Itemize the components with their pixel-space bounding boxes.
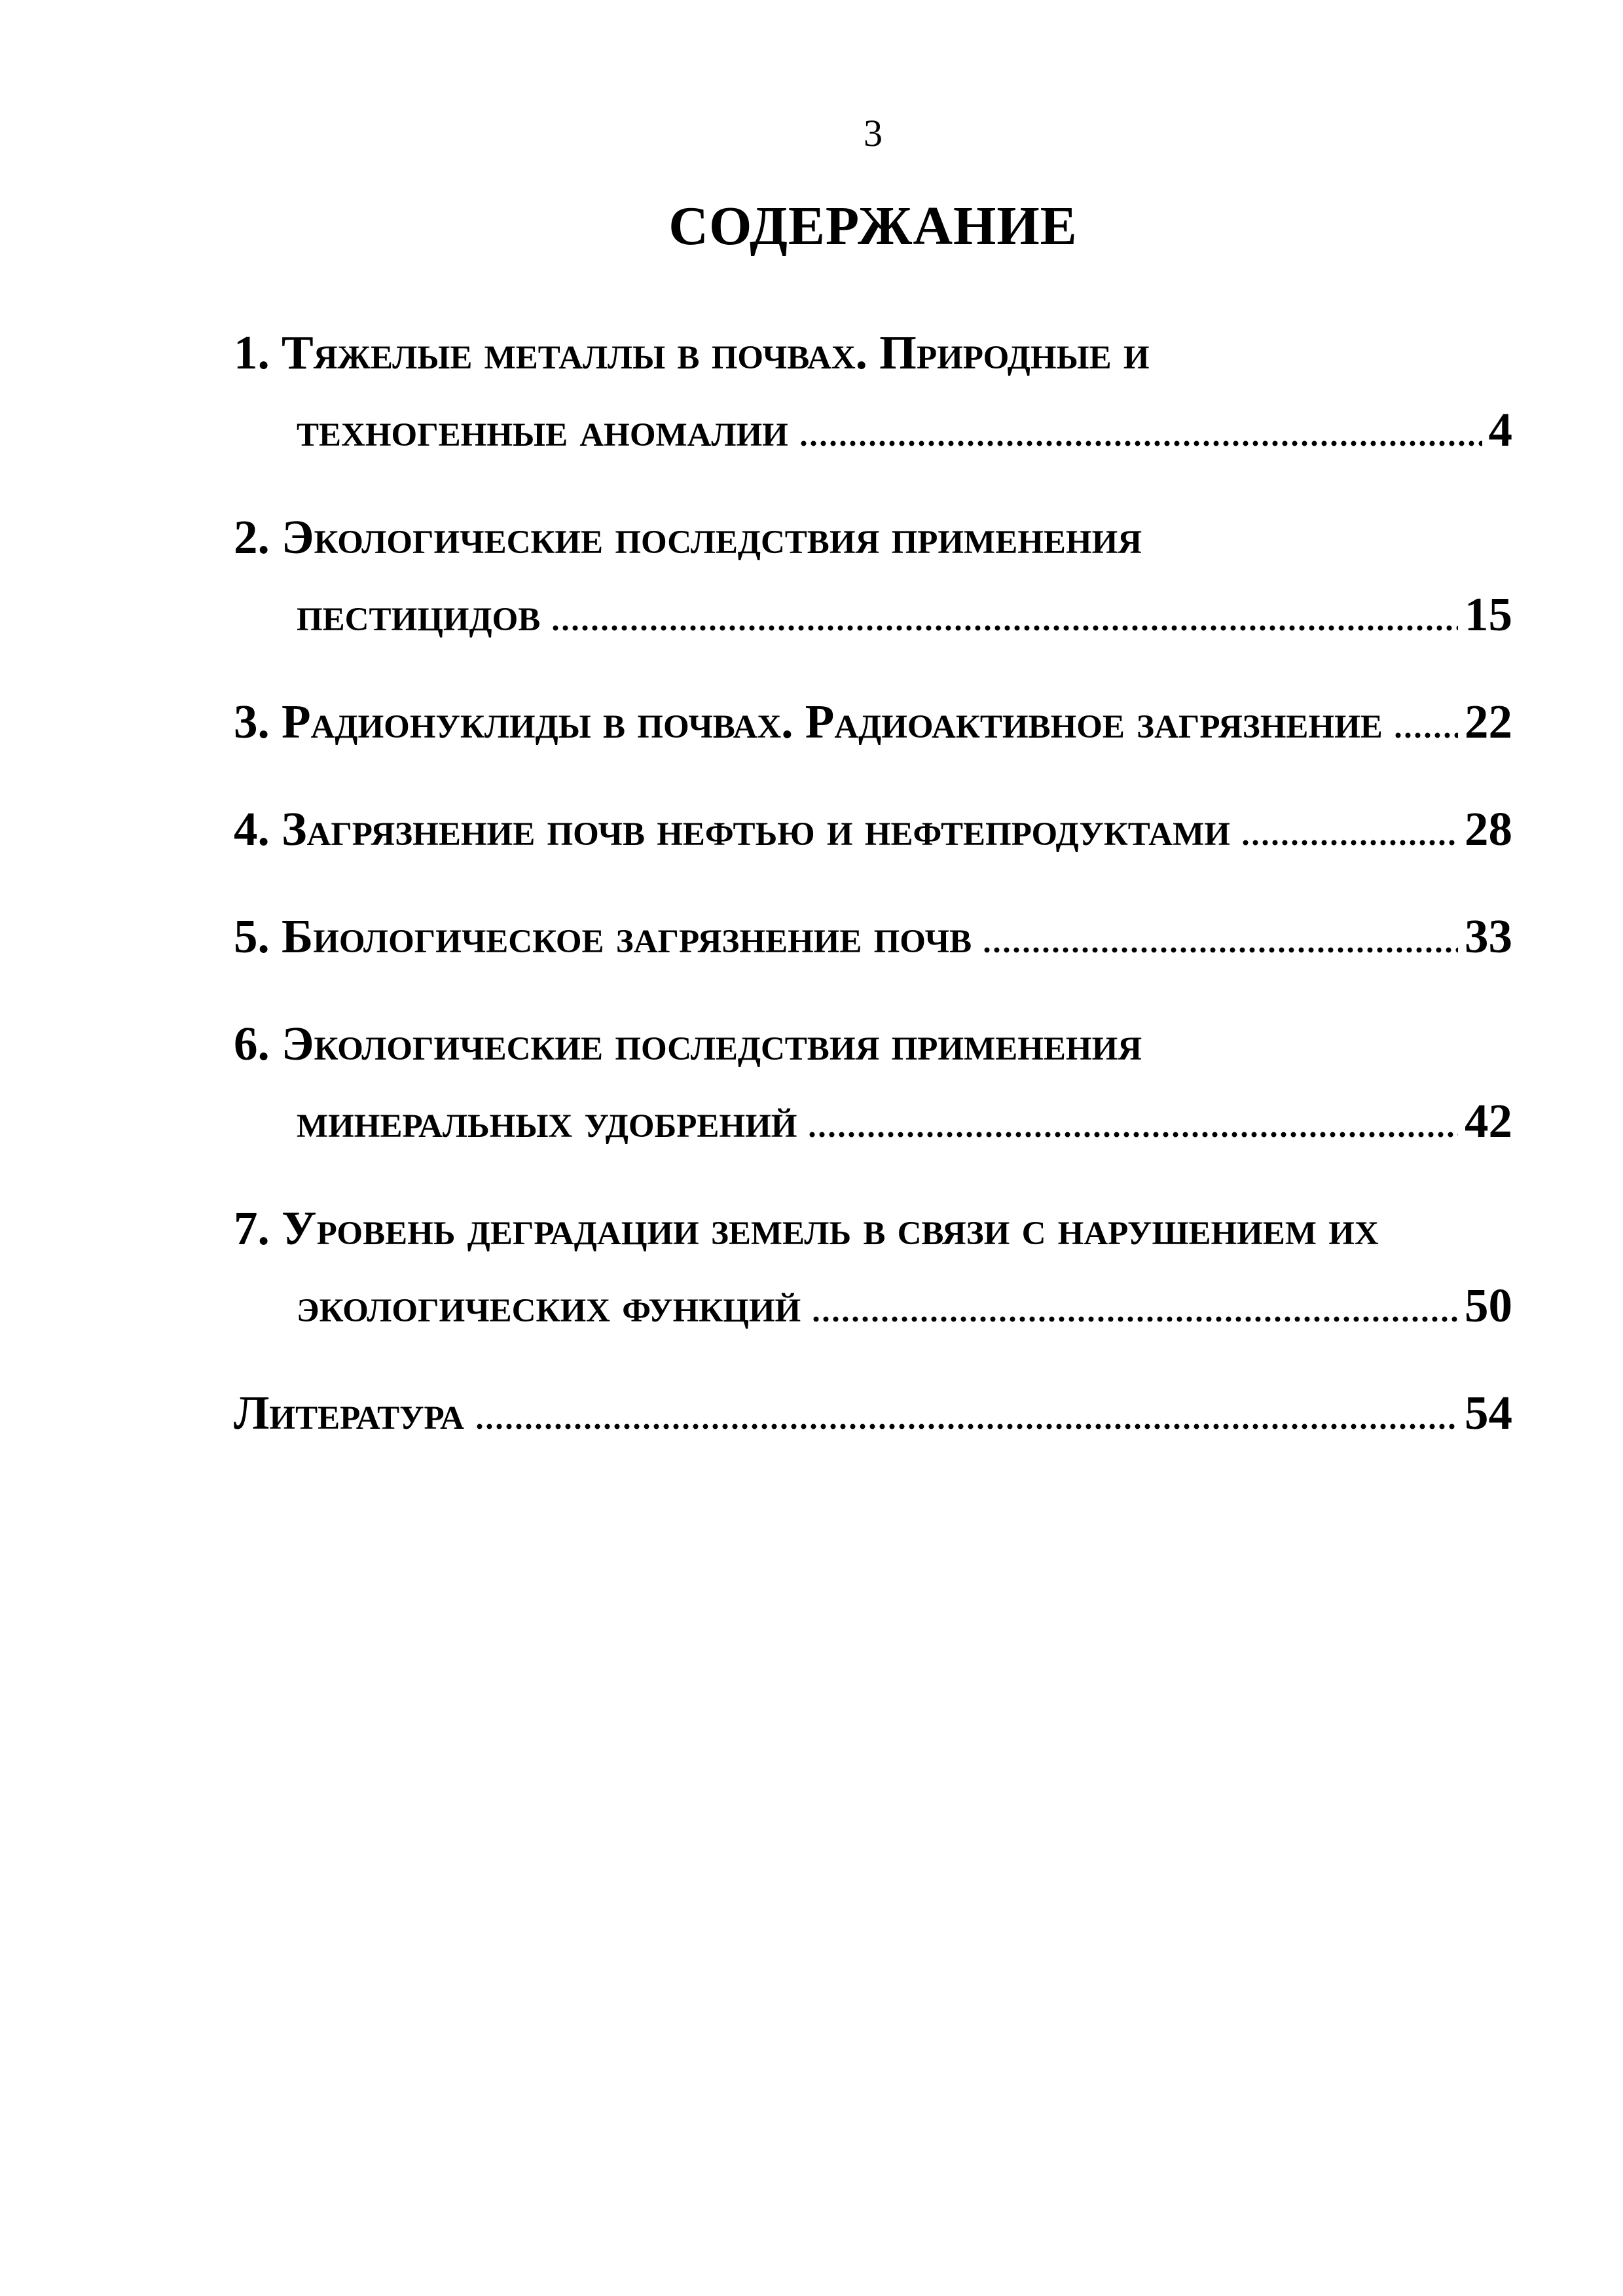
dot-leader xyxy=(1392,683,1458,761)
toc-entry-text: техногенные аномалии xyxy=(297,403,788,456)
toc-title: СОДЕРЖАНИЕ xyxy=(668,196,1078,257)
toc-page-number: 50 xyxy=(1465,1279,1512,1332)
toc-entry-text: 5. Биологическое загрязнение почв xyxy=(234,910,972,963)
toc-line xyxy=(234,499,1512,576)
toc-entry xyxy=(234,1005,1512,1160)
toc-entry xyxy=(234,499,1512,653)
toc-entry xyxy=(234,1190,1512,1344)
toc-page-number: 28 xyxy=(1465,802,1512,855)
dot-leader xyxy=(797,391,1482,469)
toc-entry-text: 1. Тяжелые металлы в почвах. Природные и xyxy=(234,326,1150,379)
toc-page-number: 54 xyxy=(1465,1386,1512,1439)
toc-entry xyxy=(234,898,1512,975)
toc-entry-text: экологических функций xyxy=(297,1279,801,1332)
toc-entry-text: минеральных удобрений xyxy=(297,1094,797,1147)
toc-line xyxy=(234,1374,1512,1452)
toc-line xyxy=(234,391,1512,469)
toc-page-number: 42 xyxy=(1465,1094,1512,1147)
toc-entry-text: 4. Загрязнение почв нефтью и нефтепродуктами xyxy=(234,802,1230,855)
page-number: 3 xyxy=(864,112,883,154)
toc-line xyxy=(234,1190,1512,1267)
toc-line xyxy=(234,1267,1512,1344)
dot-leader xyxy=(810,1267,1458,1344)
toc-line xyxy=(234,576,1512,653)
toc-entry-text: Литература xyxy=(234,1386,464,1439)
dot-leader xyxy=(549,576,1458,653)
toc-entry-text: 3. Радионуклиды в почвах. Радиоактивное загрязнение xyxy=(234,695,1383,748)
dot-leader xyxy=(981,898,1458,975)
toc-line xyxy=(234,683,1512,761)
toc-list xyxy=(234,314,1512,1452)
toc-line xyxy=(234,898,1512,975)
toc-entry xyxy=(234,314,1512,469)
toc-line xyxy=(234,791,1512,868)
toc-entry-text: пестицидов xyxy=(297,588,541,641)
toc-line xyxy=(234,314,1512,391)
toc-entry-text: 6. Экологические последствия применения xyxy=(234,1017,1142,1070)
toc-page-number: 15 xyxy=(1465,588,1512,641)
toc-page-number: 22 xyxy=(1465,695,1512,748)
toc-entry xyxy=(234,1374,1512,1452)
toc-entry-text: 7. Уровень деградации земель в связи с нарушением их xyxy=(234,1202,1379,1255)
toc-line xyxy=(234,1083,1512,1160)
dot-leader xyxy=(806,1083,1458,1160)
toc-entry-text: 2. Экологические последствия применения xyxy=(234,511,1142,564)
toc-entry xyxy=(234,683,1512,761)
toc-entry xyxy=(234,791,1512,868)
dot-leader xyxy=(473,1374,1458,1452)
toc-line xyxy=(234,1005,1512,1083)
dot-leader xyxy=(1239,791,1458,868)
toc-page-number: 33 xyxy=(1465,910,1512,963)
toc-page-number: 4 xyxy=(1488,403,1512,456)
